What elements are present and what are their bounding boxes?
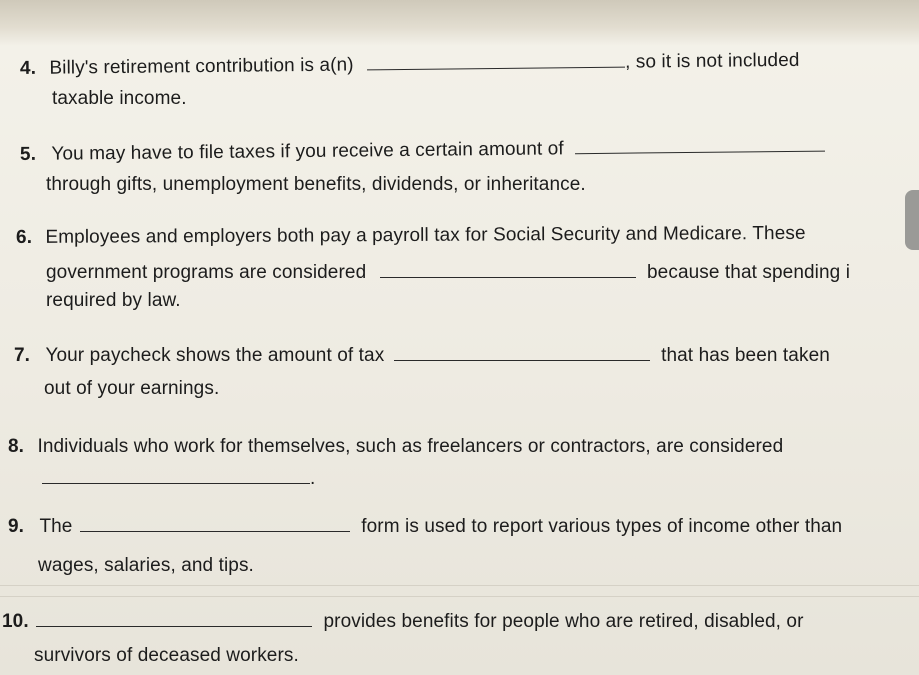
question-text: form is used to report various types of income other than: [361, 516, 843, 537]
question-text: provides benefits for people who are retired, disabled, or: [323, 611, 804, 632]
question-9-line-1: [8, 516, 842, 538]
answer-blank[interactable]: [367, 53, 625, 71]
question-number: 9.: [8, 516, 25, 537]
question-number: 4.: [19, 57, 37, 79]
question-text: Individuals who work for themselves, such as freelancers or contractors, are considered: [37, 436, 784, 457]
question-number: 8.: [8, 436, 25, 457]
question-text: You may have to file taxes if you receive a certain amount of: [51, 138, 564, 165]
question-number: 5.: [19, 143, 37, 165]
question-text: survivors of deceased workers.: [34, 645, 299, 666]
question-text: wages, salaries, and tips.: [38, 555, 254, 576]
question-number: 10.: [2, 611, 29, 632]
answer-blank[interactable]: [36, 612, 312, 627]
binder-clip-edge: [905, 190, 919, 250]
page-shadow: [0, 0, 919, 46]
question-text: required by law.: [46, 290, 181, 311]
answer-blank[interactable]: [380, 263, 636, 278]
answer-blank[interactable]: [42, 469, 310, 484]
question-7-line-1: [14, 345, 830, 367]
divider: [0, 596, 919, 597]
question-text: , so it is not included: [624, 49, 800, 73]
question-text: Billy's retirement contribution is a(n): [49, 54, 354, 79]
question-text: through gifts, unemployment benefits, dividends, or inheritance.: [46, 174, 586, 195]
question-6-line-1: [16, 223, 806, 249]
question-text: The: [39, 516, 73, 537]
question-text: taxable income.: [52, 88, 187, 109]
divider: [0, 585, 919, 586]
question-number: 6.: [15, 226, 33, 248]
question-text: government programs are considered: [46, 262, 367, 283]
question-text: .: [310, 468, 316, 489]
question-number: 7.: [14, 345, 31, 366]
question-10-line-1: [2, 611, 804, 633]
question-text: Your paycheck shows the amount of tax: [45, 345, 385, 366]
answer-blank[interactable]: [394, 346, 650, 361]
question-8-line-2: [42, 468, 315, 490]
question-text: out of your earnings.: [44, 378, 220, 399]
question-text: Employees and employers both pay a payroll tax for Social Security and Medicare. These: [45, 222, 806, 248]
question-text: because that spending i: [647, 262, 851, 283]
answer-blank[interactable]: [575, 137, 825, 155]
question-6-line-2: [46, 262, 850, 284]
answer-blank[interactable]: [80, 517, 350, 532]
question-8-line-1: [8, 436, 783, 458]
question-text: that has been taken: [661, 345, 830, 366]
